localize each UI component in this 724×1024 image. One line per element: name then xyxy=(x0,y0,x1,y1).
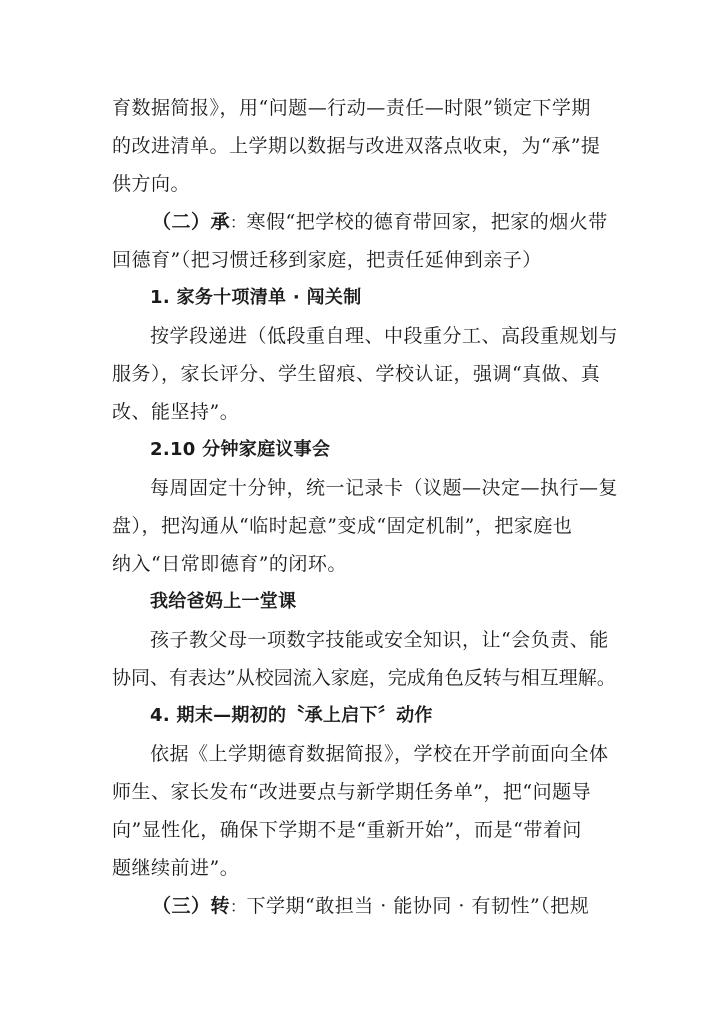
paragraph-line: 供方向。 xyxy=(112,173,191,195)
paragraph-line: 改、能坚持”。 xyxy=(112,401,240,423)
paragraph-line: 服务），家长评分、学生留痕、学校认证，强调“真做、真 xyxy=(112,363,601,385)
paragraph-line: 向”显性化，确保下学期不是“重新开始”，而是“带着问 xyxy=(112,819,582,841)
paragraph-line: 按学段递进（低段重自理、中段重分工、高段重规划与 xyxy=(150,325,619,347)
section-heading-colon: ： xyxy=(230,213,247,232)
paragraph-line: 题继续前进”。 xyxy=(112,857,240,879)
item-heading: 4. 期末—期初的〝承上启下〞动作 xyxy=(150,705,433,726)
paragraph-line: 每周固定十分钟，统一记录卡（议题—决定—执行—复 xyxy=(150,477,619,499)
section-heading-3 xyxy=(152,886,624,926)
paragraph-line: 师生、家长发布“改进要点与新学期任务单”，把“问题导 xyxy=(112,781,592,803)
section-heading-text-continued: 回德育”（把习惯迁移到家庭，把责任延伸到亲子） xyxy=(112,249,542,271)
item-heading: 1. 家务十项清单 · 闯关制 xyxy=(150,287,362,308)
paragraph-line: 的改进清单。上学期以数据与改进双落点收束，为“承”提 xyxy=(112,135,601,157)
section-heading-text: 寒假“把学校的德育带回家，把家的烟火带 xyxy=(246,211,608,233)
section-heading-text: 下学期“敢担当 · 能协同 · 有韧性”（把规 xyxy=(246,895,590,917)
paragraph-line: 纳入“日常即德育”的闭环。 xyxy=(112,553,347,575)
section-heading-lead: （三）转 xyxy=(152,895,231,917)
section-heading-colon: ： xyxy=(230,897,247,916)
paragraph-line: 协同、有表达”从校园流入家庭，完成角色反转与相互理解。 xyxy=(112,667,616,689)
paragraph-line: 依据《上学期德育数据简报》，学校在开学前面向全体 xyxy=(150,743,609,765)
section-heading-2 xyxy=(152,202,624,242)
item-heading: 2.10 分钟家庭议事会 xyxy=(150,439,331,460)
item-heading: 我给爸妈上一堂课 xyxy=(150,591,297,612)
section-heading-lead: （二）承 xyxy=(152,211,231,233)
paragraph-line: 盘），把沟通从“临时起意”变成“固定机制”，把家庭也 xyxy=(112,515,573,537)
paragraph-line: 孩子教父母一项数字技能或安全知识，让“会负责、能 xyxy=(150,629,609,651)
paragraph-line: 育数据简报》，用“问题—行动—责任—时限”锁定下学期 xyxy=(112,97,591,119)
